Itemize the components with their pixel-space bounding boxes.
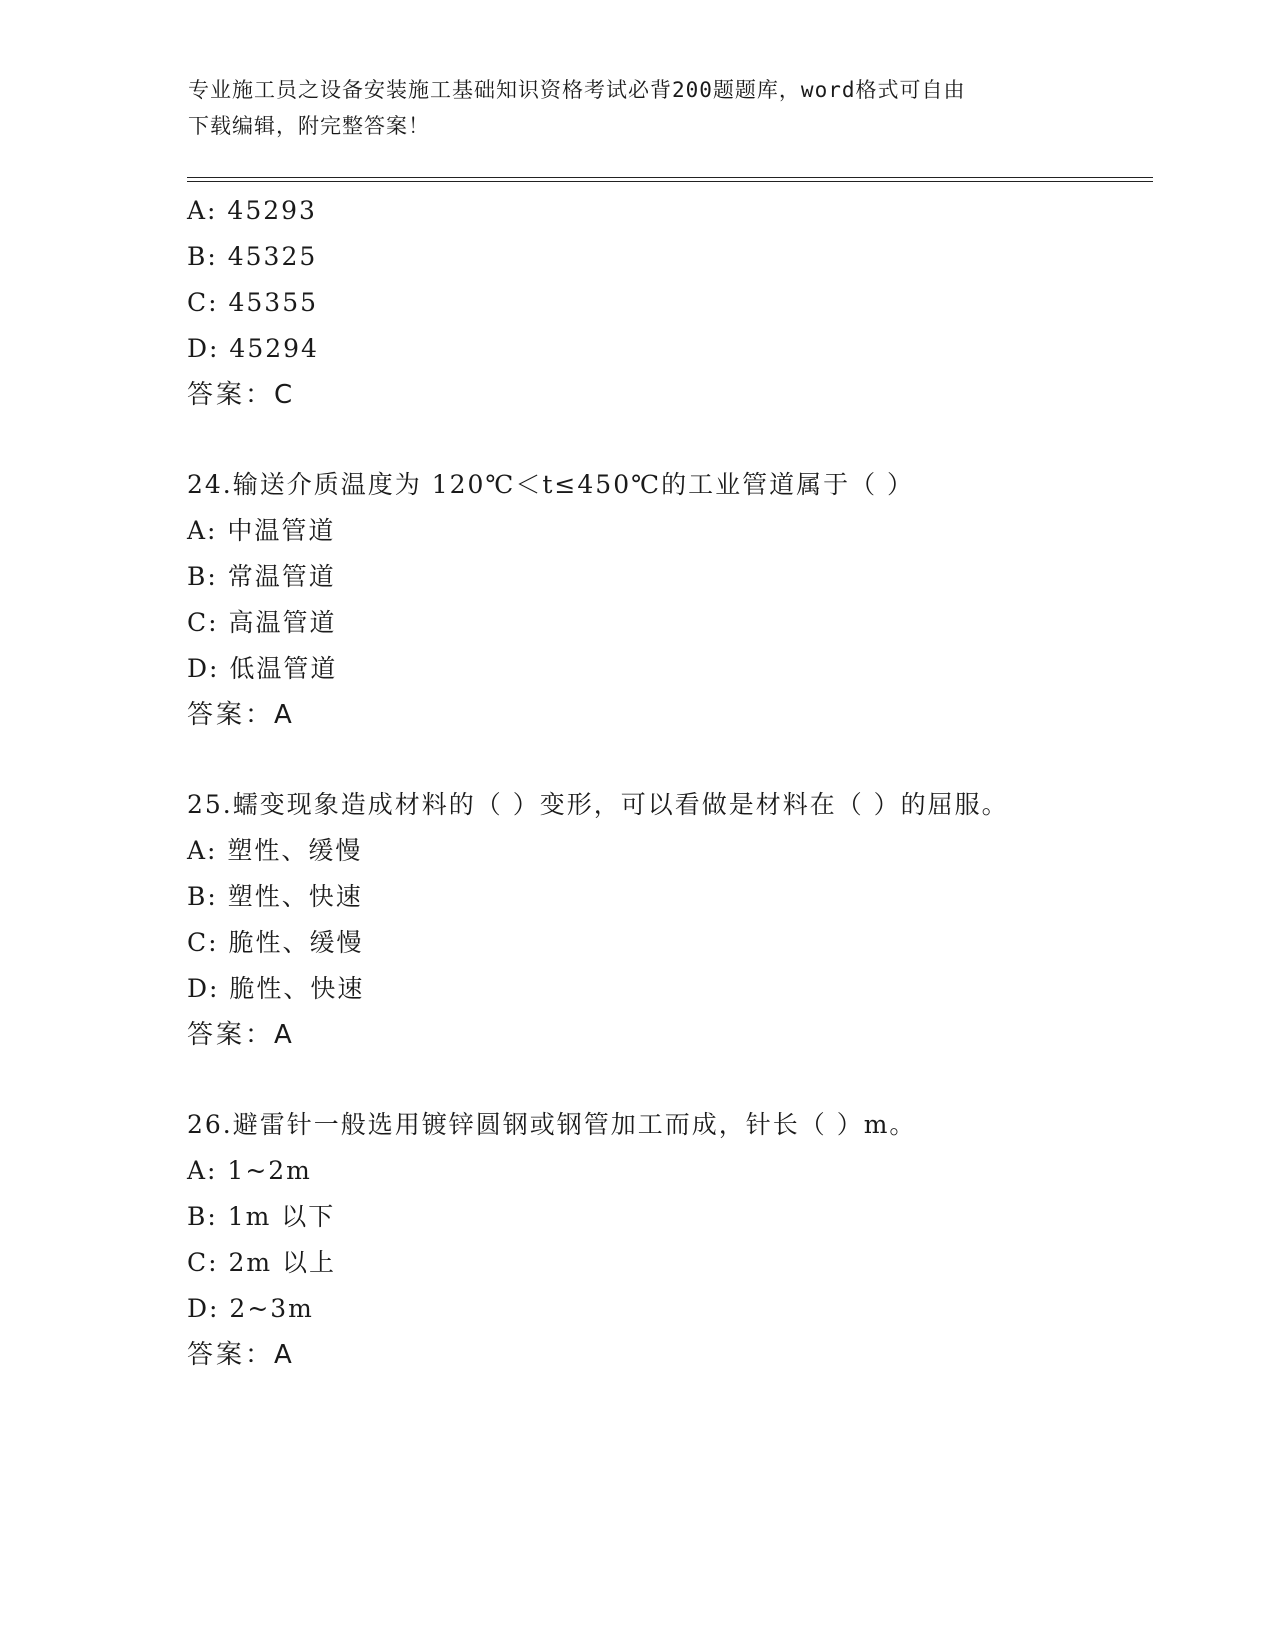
- option-d: D: 脆性、快速: [187, 974, 365, 1003]
- option-d: D: 2~3m: [187, 1294, 314, 1323]
- answer-line: 答案：A: [187, 1340, 295, 1370]
- question-text: 24.输送介质温度为 120℃＜t≤450℃的工业管道属于（ ）: [187, 470, 915, 499]
- answer-line: 答案：A: [187, 700, 295, 730]
- header-divider: [187, 177, 1153, 182]
- question-24: [187, 462, 1147, 738]
- document-header: [188, 72, 1088, 144]
- answer-line: 答案：A: [187, 1020, 295, 1050]
- answer-line: 答案：C: [187, 380, 296, 410]
- header-title-line-2: 下载编辑，附完整答案！: [188, 114, 430, 138]
- question-text: 26.避雷针一般选用镀锌圆钢或钢管加工而成，针长（ ）m。: [187, 1110, 917, 1139]
- option-b: B: 常温管道: [187, 562, 336, 591]
- option-c: C: 脆性、缓慢: [187, 928, 364, 957]
- spacer: [187, 418, 1147, 462]
- spacer: [187, 738, 1147, 782]
- option-a: A: 中温管道: [187, 516, 336, 545]
- option-d: D: 低温管道: [187, 654, 338, 683]
- option-d: D: 45294: [187, 334, 319, 363]
- option-b: B: 1m 以下: [187, 1202, 336, 1231]
- question-list: [187, 188, 1147, 1378]
- spacer: [187, 1058, 1147, 1102]
- option-c: C: 45355: [187, 288, 319, 317]
- option-a: A: 塑性、缓慢: [187, 836, 363, 865]
- header-title-line-1: 专业施工员之设备安装施工基础知识资格考试必背200题题库，word格式可自由: [188, 78, 966, 102]
- question-26: [187, 1102, 1147, 1378]
- question-23: [187, 188, 1147, 418]
- option-a: A: 1~2m: [187, 1156, 312, 1185]
- question-25: [187, 782, 1147, 1058]
- option-a: A: 45293: [187, 196, 317, 225]
- question-text: 25.蠕变现象造成材料的（ ）变形，可以看做是材料在（ ）的屈服。: [187, 790, 1009, 819]
- option-b: B: 45325: [187, 242, 318, 271]
- option-c: C: 高温管道: [187, 608, 337, 637]
- option-c: C: 2m 以上: [187, 1248, 337, 1277]
- option-b: B: 塑性、快速: [187, 882, 363, 911]
